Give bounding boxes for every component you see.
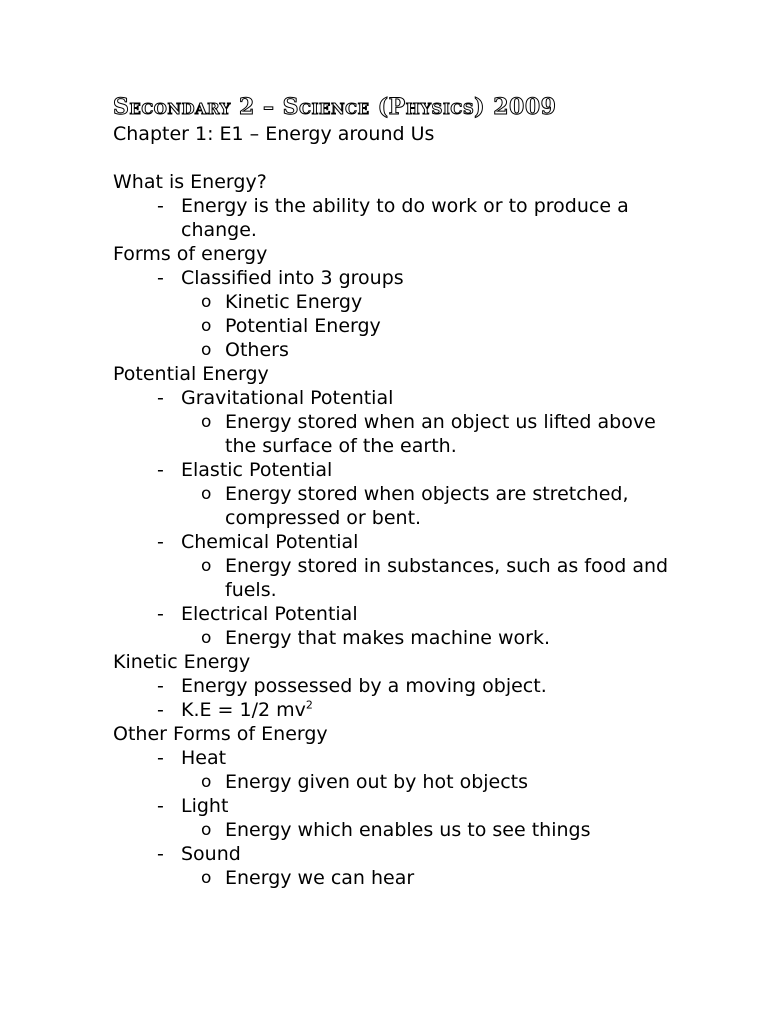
sub-list-item-text: Kinetic Energy bbox=[225, 291, 363, 313]
list-item-text bbox=[181, 266, 673, 290]
list-item-text bbox=[181, 458, 673, 482]
list-item-text bbox=[181, 386, 673, 410]
list-item-text bbox=[181, 602, 673, 626]
list-item-text bbox=[181, 746, 673, 770]
sub-list-item-text: Energy we can hear bbox=[225, 867, 415, 889]
sub-list-item bbox=[113, 338, 673, 362]
sub-list-item bbox=[113, 626, 673, 650]
list-item bbox=[113, 674, 673, 698]
list-item bbox=[113, 530, 673, 554]
section-heading-text: What is Energy? bbox=[113, 171, 267, 193]
list-item-text-main: Elastic Potential bbox=[181, 459, 333, 481]
circle-bullet-icon: o bbox=[201, 340, 212, 360]
blank-line bbox=[113, 146, 673, 170]
sub-list-item-text: Energy given out by hot objects bbox=[225, 771, 529, 793]
sub-list-item bbox=[113, 314, 673, 338]
sub-list-item-text: Energy which enables us to see things bbox=[225, 819, 591, 841]
list-item bbox=[113, 386, 673, 410]
list-item-text bbox=[181, 794, 673, 818]
superscript: 2 bbox=[305, 698, 313, 712]
sub-list-item bbox=[113, 818, 673, 842]
sub-list-item-text: Energy stored when objects are stretched, compressed or bent. bbox=[225, 483, 629, 529]
list-item bbox=[113, 746, 673, 770]
section-heading bbox=[113, 722, 673, 746]
sub-list-item bbox=[113, 554, 673, 602]
section-heading-text: Kinetic Energy bbox=[113, 651, 251, 673]
list-item-text bbox=[181, 674, 673, 698]
sub-list-item bbox=[113, 770, 673, 794]
chapter-heading bbox=[113, 122, 673, 146]
notes-sections bbox=[113, 170, 673, 890]
dash-bullet-icon: - bbox=[157, 603, 164, 625]
list-item bbox=[113, 266, 673, 290]
list-item-text-main: Electrical Potential bbox=[181, 603, 358, 625]
list-item-text-main: Sound bbox=[181, 843, 241, 865]
circle-bullet-icon: o bbox=[201, 772, 212, 792]
dash-bullet-icon: - bbox=[157, 699, 164, 721]
list-item bbox=[113, 794, 673, 818]
dash-bullet-icon: - bbox=[157, 267, 164, 289]
circle-bullet-icon: o bbox=[201, 628, 212, 648]
list-item-text-main: Gravitational Potential bbox=[181, 387, 394, 409]
document-title: Secondary 2 – Science (Physics) 2009 bbox=[113, 94, 557, 120]
sub-list-item-text: Energy stored in substances, such as food and fuels. bbox=[225, 555, 669, 601]
sub-list-item bbox=[113, 410, 673, 458]
dash-bullet-icon: - bbox=[157, 459, 164, 481]
sub-list-item-text: Others bbox=[225, 339, 289, 361]
section-heading bbox=[113, 362, 673, 386]
list-item-text-main: K.E = 1/2 mv bbox=[181, 699, 306, 721]
dash-bullet-icon: - bbox=[157, 531, 164, 553]
sub-list-item bbox=[113, 482, 673, 530]
circle-bullet-icon: o bbox=[201, 556, 212, 576]
section-heading-text: Potential Energy bbox=[113, 363, 269, 385]
section-heading bbox=[113, 650, 673, 674]
dash-bullet-icon: - bbox=[157, 843, 164, 865]
list-item bbox=[113, 194, 673, 242]
list-item bbox=[113, 842, 673, 866]
circle-bullet-icon: o bbox=[201, 292, 212, 312]
section-heading-text: Forms of energy bbox=[113, 243, 268, 265]
document-body bbox=[113, 122, 673, 890]
dash-bullet-icon: - bbox=[157, 675, 164, 697]
dash-bullet-icon: - bbox=[157, 795, 164, 817]
section-heading bbox=[113, 170, 673, 194]
sub-list-item-text: Energy stored when an object us lifted above the surface of the earth. bbox=[225, 411, 656, 457]
sub-list-item-text: Energy that makes machine work. bbox=[225, 627, 550, 649]
dash-bullet-icon: - bbox=[157, 747, 164, 769]
list-item-text-main: Chemical Potential bbox=[181, 531, 359, 553]
sub-list-item bbox=[113, 866, 673, 890]
section-heading bbox=[113, 242, 673, 266]
list-item-text bbox=[181, 194, 673, 242]
chapter-heading-text: Chapter 1: E1 – Energy around Us bbox=[113, 123, 435, 145]
dash-bullet-icon: - bbox=[157, 195, 164, 217]
list-item bbox=[113, 698, 673, 722]
circle-bullet-icon: o bbox=[201, 412, 212, 432]
list-item-text-main: Energy possessed by a moving object. bbox=[181, 675, 547, 697]
list-item-text-main: Heat bbox=[181, 747, 227, 769]
list-item bbox=[113, 458, 673, 482]
list-item-text-main: Light bbox=[181, 795, 229, 817]
dash-bullet-icon: - bbox=[157, 387, 164, 409]
list-item-text-main: Energy is the ability to do work or to produce a change. bbox=[181, 195, 629, 241]
section-heading-text: Other Forms of Energy bbox=[113, 723, 328, 745]
circle-bullet-icon: o bbox=[201, 484, 212, 504]
circle-bullet-icon: o bbox=[201, 868, 212, 888]
list-item-text bbox=[181, 842, 673, 866]
list-item-text bbox=[181, 530, 673, 554]
circle-bullet-icon: o bbox=[201, 316, 212, 336]
circle-bullet-icon: o bbox=[201, 820, 212, 840]
sub-list-item-text: Potential Energy bbox=[225, 315, 381, 337]
list-item bbox=[113, 602, 673, 626]
list-item-text bbox=[181, 698, 673, 722]
sub-list-item bbox=[113, 290, 673, 314]
list-item-text-main: Classified into 3 groups bbox=[181, 267, 404, 289]
